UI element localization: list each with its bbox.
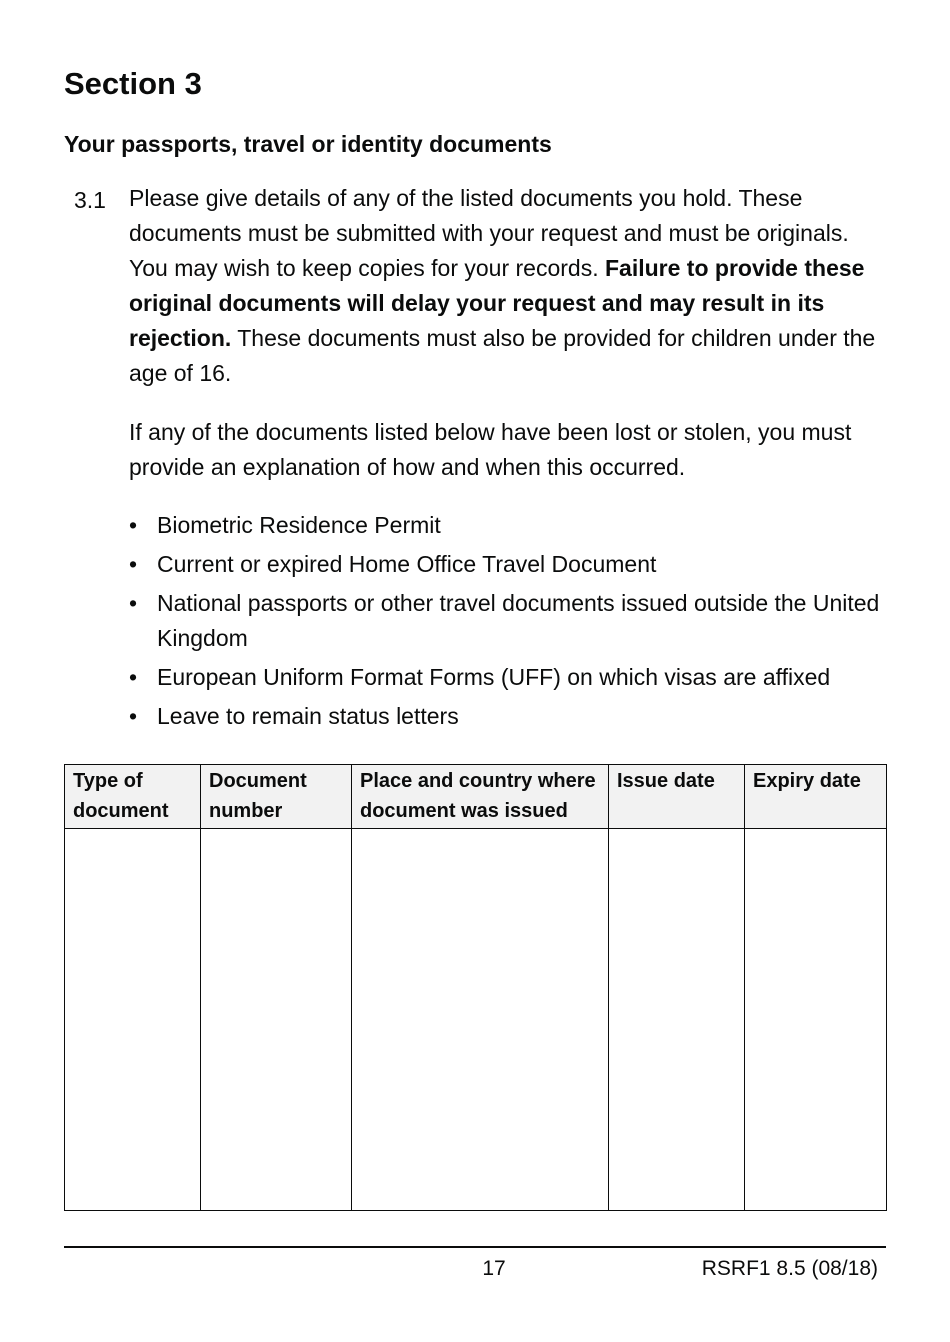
list-item-text: Biometric Residence Permit xyxy=(157,512,441,538)
cell-issue-date[interactable] xyxy=(609,829,745,1211)
document-list xyxy=(129,508,909,738)
section-title: Section 3 xyxy=(64,66,202,101)
table-row xyxy=(65,829,887,1211)
list-item xyxy=(129,508,909,543)
footer-divider xyxy=(64,1246,886,1248)
cell-type-of-document[interactable] xyxy=(65,829,201,1211)
list-item xyxy=(129,699,909,734)
list-item xyxy=(129,547,909,582)
list-item xyxy=(129,660,909,695)
cell-expiry-date[interactable] xyxy=(745,829,887,1211)
instructions-text-1: Please give details of any of the listed documents you hold. These documents must be submitted with your request and must be originals. You may wish to keep copies for your records. xyxy=(129,185,849,281)
bullet-icon: • xyxy=(129,703,138,729)
bullet-icon: • xyxy=(129,551,138,577)
lost-documents-paragraph: If any of the documents listed below have been lost or stolen, you must provide an explanation of how and when this occurred. xyxy=(129,419,852,480)
header-place-issued: Place and country where document was issued xyxy=(352,765,609,829)
header-document-number: Document number xyxy=(201,765,352,829)
instructions-warning: Failure to provide these original documents will delay your request and may result in its rejection. xyxy=(129,255,865,351)
documents-table xyxy=(64,764,887,1211)
cell-document-number[interactable] xyxy=(201,829,352,1211)
list-item-text: Current or expired Home Office Travel Document xyxy=(157,551,657,577)
bullet-icon: • xyxy=(129,512,138,538)
form-reference: RSRF1 8.5 (08/18) xyxy=(701,1257,878,1280)
header-issue-date: Issue date xyxy=(609,765,745,829)
section-subtitle: Your passports, travel or identity documents xyxy=(64,131,552,157)
list-item-text: Leave to remain status letters xyxy=(157,703,459,729)
header-expiry-date: Expiry date xyxy=(745,765,887,829)
list-item-text: National passports or other travel documents issued outside the United Kingdom xyxy=(157,590,880,651)
page-number: 17 xyxy=(482,1257,506,1280)
bullet-icon: • xyxy=(129,590,138,616)
list-item-text: European Uniform Format Forms (UFF) on which visas are affixed xyxy=(157,664,831,690)
table-header-row xyxy=(65,765,887,829)
list-item xyxy=(129,586,909,656)
instructions-paragraph xyxy=(129,181,889,391)
cell-place-issued[interactable] xyxy=(352,829,609,1211)
instructions-text-2: These documents must also be provided for children under the age of 16. xyxy=(129,325,876,386)
bullet-icon: • xyxy=(129,664,138,690)
header-type-of-document: Type of document xyxy=(65,765,201,829)
question-number: 3.1 xyxy=(74,187,106,213)
